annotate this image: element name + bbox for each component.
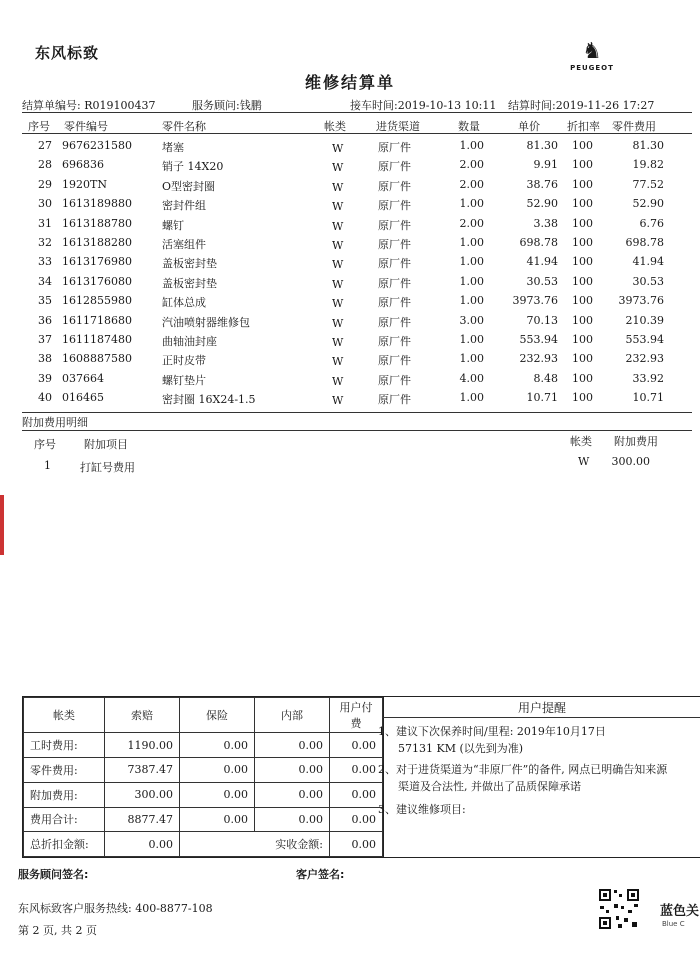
cell-price: 81.30 — [526, 139, 558, 152]
cell-fee: 52.90 — [632, 197, 664, 211]
settle-time — [508, 97, 654, 113]
col-header-channel: 进货渠道 — [376, 120, 420, 133]
cell-acct: W — [332, 161, 344, 175]
cell-code: 696836 — [62, 158, 104, 172]
cell-name: 活塞组件 — [162, 238, 206, 251]
cell-chan: 原厂件 — [378, 354, 411, 368]
fin-row-extra — [24, 782, 383, 807]
table-row — [0, 197, 700, 216]
cell-name: 销子 14X20 — [162, 160, 224, 174]
fin-user-pay: 0.00 — [330, 807, 383, 832]
cell-qty: 2.00 — [459, 216, 484, 230]
cell-disc: 100 — [572, 216, 593, 230]
cell-qty: 1.00 — [459, 294, 484, 308]
fin-label: 附加费用: — [24, 782, 105, 807]
cell-acct: W — [332, 142, 344, 155]
table-row — [0, 217, 700, 236]
fee-summary-table — [22, 696, 384, 858]
scan-edge-mark — [0, 495, 4, 555]
cell-chan: 原厂件 — [378, 335, 411, 348]
fin-label: 费用合计: — [24, 807, 105, 832]
cell-fee: 19.82 — [632, 158, 664, 172]
col-header-fee: 零件费用 — [612, 120, 656, 133]
cell-acct: W — [332, 297, 344, 311]
actual-label: 实收金额: — [180, 832, 330, 857]
cell-name: 曲轴油封座 — [162, 335, 217, 348]
discount-label: 总折扣金额: — [24, 832, 105, 857]
extra-col-item: 附加项目 — [84, 438, 128, 451]
cell-acct: W — [332, 277, 344, 291]
fin-internal: 0.00 — [255, 807, 330, 832]
cell-no: 32 — [38, 236, 52, 249]
fin-insurance: 0.00 — [180, 733, 255, 758]
customer-signature: 客户签名: — [296, 868, 345, 881]
checkin-value: 2019-10-13 10:11 — [397, 99, 497, 112]
extra-row-acct: W — [578, 455, 590, 468]
cell-code: 037664 — [62, 371, 104, 385]
cell-qty: 1.00 — [459, 333, 484, 346]
cell-code: 016465 — [62, 391, 104, 405]
fin-claim: 8877.47 — [105, 807, 180, 832]
cell-chan: 原厂件 — [378, 257, 411, 271]
col-header-acct: 帐类 — [324, 120, 346, 133]
cell-price: 9.91 — [533, 158, 558, 172]
fin-header-claim: 索赔 — [105, 698, 180, 733]
cell-acct: W — [332, 316, 344, 330]
cell-acct: W — [332, 180, 344, 194]
cell-disc: 100 — [572, 177, 593, 191]
cell-chan: 原厂件 — [378, 276, 411, 290]
qr-code-icon — [598, 888, 640, 930]
cell-disc: 100 — [572, 333, 593, 346]
cell-acct: W — [332, 200, 344, 214]
service-hotline: 东风标致客户服务热线: 400-8877-108 — [18, 902, 213, 915]
cell-chan: 原厂件 — [378, 160, 411, 174]
cell-fee: 33.92 — [632, 371, 664, 385]
cell-fee: 81.30 — [632, 139, 664, 152]
table-row — [0, 314, 700, 333]
col-header-name: 零件名称 — [162, 120, 206, 133]
brand-name: 东风标致 — [35, 44, 100, 62]
fin-row-discount — [24, 832, 383, 857]
cell-fee: 210.39 — [625, 313, 664, 327]
cell-disc: 100 — [572, 274, 593, 288]
cell-qty: 3.00 — [459, 313, 484, 327]
cell-disc: 100 — [572, 197, 593, 211]
cell-disc: 100 — [572, 391, 593, 405]
extra-section-title: 附加费用明细 — [22, 416, 88, 429]
user-reminder-box — [378, 696, 700, 858]
fin-insurance: 0.00 — [180, 758, 255, 783]
col-header-price: 单价 — [518, 120, 540, 133]
cell-no: 35 — [38, 294, 52, 308]
checkin-time — [350, 97, 496, 113]
cell-price: 52.90 — [526, 197, 558, 211]
cell-acct: W — [332, 355, 344, 369]
cell-code: 1608887580 — [62, 352, 132, 366]
cell-no: 34 — [38, 274, 52, 288]
fin-header-internal: 内部 — [255, 698, 330, 733]
cell-disc: 100 — [572, 371, 593, 385]
cell-fee: 30.53 — [632, 274, 664, 288]
cell-name: 堵塞 — [162, 141, 184, 154]
fin-claim: 1190.00 — [105, 733, 180, 758]
fin-internal: 0.00 — [255, 733, 330, 758]
cell-no: 39 — [38, 371, 52, 385]
reminder-line-2: 2、对于进货渠道为“非原厂件”的备件, 网点已明确告知来源 — [378, 763, 668, 776]
reminder-title-divider — [382, 717, 700, 718]
cell-fee: 10.71 — [632, 391, 664, 405]
cell-name: 密封件组 — [162, 199, 206, 213]
cell-price: 232.93 — [519, 352, 558, 366]
cell-name: 正时皮带 — [162, 354, 206, 368]
cell-chan: 原厂件 — [378, 179, 411, 193]
col-header-code: 零件编号 — [64, 120, 108, 133]
cell-name: 螺钉垫片 — [162, 373, 206, 387]
cell-no: 30 — [38, 197, 52, 211]
cell-fee: 41.94 — [632, 255, 664, 269]
cell-acct: W — [332, 239, 344, 252]
cell-qty: 2.00 — [459, 177, 484, 191]
cell-no: 28 — [38, 158, 52, 172]
cell-no: 38 — [38, 352, 52, 366]
extra-row-fee: 300.00 — [611, 455, 650, 468]
cell-name: 缸体总成 — [162, 296, 206, 310]
fin-insurance: 0.00 — [180, 807, 255, 832]
reminder-title: 用户提醒 — [517, 701, 566, 715]
fin-row-parts — [24, 758, 383, 783]
settle-value: 2019-11-26 17:27 — [555, 99, 655, 112]
cell-no: 31 — [38, 216, 52, 230]
fin-label: 零件费用: — [24, 758, 105, 783]
cell-qty: 1.00 — [459, 352, 484, 366]
reminder-line-2b: 渠道及合法性, 并做出了品质保障承诺 — [398, 780, 581, 793]
table-header-divider — [22, 133, 692, 134]
extra-section-divider — [22, 430, 692, 431]
cell-no: 33 — [38, 255, 52, 269]
table-row — [0, 294, 700, 313]
cell-chan: 原厂件 — [378, 393, 411, 407]
fin-user-pay: 0.00 — [330, 758, 383, 783]
cell-code: 1613188280 — [62, 236, 132, 249]
settlement-no-label: 结算单编号: — [22, 99, 81, 112]
cell-no: 29 — [38, 177, 52, 191]
stamp-subtext: Blue C — [662, 920, 685, 928]
advisor-label: 服务顾问: — [192, 99, 240, 112]
cell-fee: 3973.76 — [618, 294, 664, 308]
cell-no: 40 — [38, 391, 52, 405]
cell-chan: 原厂件 — [378, 238, 411, 251]
service-advisor — [192, 97, 262, 113]
cell-fee: 232.93 — [625, 352, 664, 366]
cell-acct: W — [332, 394, 344, 408]
col-header-no: 序号 — [28, 120, 50, 133]
cell-qty: 1.00 — [459, 139, 484, 152]
cell-disc: 100 — [572, 158, 593, 172]
extra-row-no: 1 — [44, 459, 51, 472]
cell-qty: 4.00 — [459, 371, 484, 385]
reminder-line-1b: 57131 KM (以先到为准) — [398, 742, 524, 755]
col-header-discount: 折扣率 — [567, 120, 600, 133]
cell-name: 汽油喷射器维修包 — [162, 315, 250, 329]
table-row — [0, 139, 700, 158]
fin-user-pay: 0.00 — [330, 782, 383, 807]
cell-qty: 1.00 — [459, 255, 484, 269]
checkin-label: 接车时间: — [350, 99, 398, 112]
table-row — [0, 236, 700, 255]
cell-name: 盖板密封垫 — [162, 276, 217, 290]
actual-value: 0.00 — [330, 832, 383, 857]
extra-row-item: 打缸号费用 — [80, 461, 135, 474]
cell-name: O型密封圈 — [162, 179, 216, 193]
cell-chan: 原厂件 — [378, 373, 411, 387]
table-row — [0, 255, 700, 274]
cell-chan: 原厂件 — [378, 296, 411, 310]
fin-internal: 0.00 — [255, 758, 330, 783]
reminder-line-1: 1、建议下次保养时间/里程: 2019年10月17日 — [378, 725, 606, 738]
cell-disc: 100 — [572, 255, 593, 269]
cell-disc: 100 — [572, 313, 593, 327]
cell-disc: 100 — [572, 139, 593, 152]
extra-col-no: 序号 — [34, 438, 56, 451]
table-row — [0, 333, 700, 352]
cell-qty: 1.00 — [459, 391, 484, 405]
document-title: 维修结算单 — [304, 73, 395, 92]
fin-user-pay: 0.00 — [330, 733, 383, 758]
cell-price: 70.13 — [526, 313, 558, 327]
cell-name: 盖板密封垫 — [162, 257, 217, 271]
cell-acct: W — [332, 258, 344, 272]
fin-header-acct: 帐类 — [24, 698, 105, 733]
fee-summary-header-row — [24, 698, 383, 733]
cell-disc: 100 — [572, 236, 593, 249]
settlement-no-value: R019100437 — [84, 99, 156, 112]
cell-price: 38.76 — [526, 177, 558, 191]
fin-internal: 0.00 — [255, 782, 330, 807]
lion-icon: ♞ — [582, 39, 602, 64]
cell-price: 3.38 — [533, 216, 558, 230]
cell-code: 1613176980 — [62, 255, 132, 269]
cell-code: 9676231580 — [62, 139, 132, 152]
cell-code: 1612855980 — [62, 294, 132, 308]
table-row — [0, 352, 700, 371]
stamp-text: 蓝色关 — [660, 904, 700, 919]
fin-claim: 7387.47 — [105, 758, 180, 783]
cell-qty: 1.00 — [459, 197, 484, 211]
cell-price: 553.94 — [519, 333, 558, 346]
advisor-signature: 服务顾问签名: — [18, 868, 89, 881]
table-row — [0, 178, 700, 197]
parts-table-bottom — [22, 412, 692, 413]
settle-label: 结算时间: — [508, 99, 556, 112]
cell-acct: W — [332, 336, 344, 349]
table-row — [0, 372, 700, 391]
cell-disc: 100 — [572, 294, 593, 308]
cell-chan: 原厂件 — [378, 315, 411, 329]
cell-price: 8.48 — [533, 371, 558, 385]
col-header-qty: 数量 — [458, 120, 480, 133]
cell-price: 698.78 — [519, 236, 558, 249]
cell-price: 30.53 — [526, 274, 558, 288]
cell-name: 密封圈 16X24-1.5 — [162, 393, 256, 407]
cell-price: 10.71 — [526, 391, 558, 405]
cell-chan: 原厂件 — [378, 141, 411, 154]
cell-fee: 553.94 — [625, 333, 664, 346]
cell-code: 1613176080 — [62, 274, 132, 288]
cell-no: 37 — [38, 333, 52, 346]
fin-row-total — [24, 807, 383, 832]
advisor-value: 钱鹏 — [239, 99, 262, 112]
fin-header-user-pay: 用户付费 — [330, 698, 383, 733]
cell-qty: 1.00 — [459, 274, 484, 288]
cell-price: 41.94 — [526, 255, 558, 269]
discount-value: 0.00 — [105, 832, 180, 857]
table-row — [0, 158, 700, 177]
page-number: 第 2 页, 共 2 页 — [18, 924, 97, 937]
extra-col-fee: 附加费用 — [614, 435, 658, 448]
cell-qty: 2.00 — [459, 158, 484, 172]
header-divider — [22, 112, 692, 113]
cell-chan: 原厂件 — [378, 199, 411, 213]
fin-row-labor — [24, 733, 383, 758]
logo-text: PEUGEOT — [570, 64, 614, 72]
fin-header-insurance: 保险 — [180, 698, 255, 733]
cell-code: 1613189880 — [62, 197, 132, 211]
cell-code: 1611187480 — [62, 333, 132, 346]
cell-acct: W — [332, 219, 344, 233]
cell-disc: 100 — [572, 352, 593, 366]
fin-claim: 300.00 — [105, 782, 180, 807]
cell-fee: 77.52 — [632, 177, 664, 191]
cell-code: 1613188780 — [62, 216, 132, 230]
cell-name: 螺钉 — [162, 218, 184, 232]
cell-price: 3973.76 — [512, 294, 558, 308]
cell-chan: 原厂件 — [378, 218, 411, 232]
table-row — [0, 275, 700, 294]
cell-code: 1611718680 — [62, 313, 132, 327]
table-row — [0, 391, 700, 410]
cell-no: 36 — [38, 313, 52, 327]
cell-no: 27 — [38, 139, 52, 152]
cell-fee: 6.76 — [639, 216, 664, 230]
cell-acct: W — [332, 374, 344, 388]
fin-insurance: 0.00 — [180, 782, 255, 807]
cell-fee: 698.78 — [625, 236, 664, 249]
peugeot-logo — [552, 40, 632, 72]
extra-col-acct: 帐类 — [570, 435, 592, 448]
reminder-line-3: 3、建议维修项目: — [378, 803, 466, 816]
fin-label: 工时费用: — [24, 733, 105, 758]
cell-qty: 1.00 — [459, 236, 484, 249]
settlement-no — [22, 97, 156, 113]
cell-code: 1920TN — [62, 177, 107, 191]
